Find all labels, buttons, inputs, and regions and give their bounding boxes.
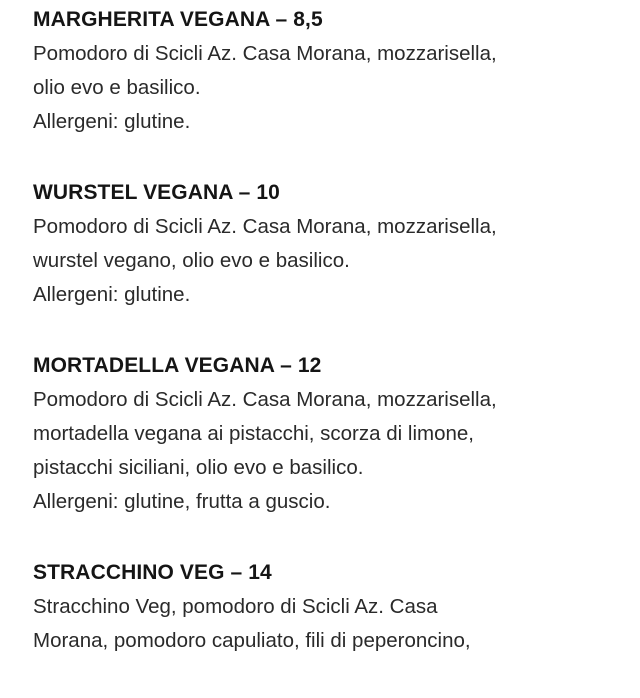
item-title: STRACCHINO VEG – 14 (33, 561, 272, 584)
item-description-line: mortadella vegana ai pistacchi, scorza di limone, (33, 422, 474, 445)
item-description-line: olio evo e basilico. (33, 76, 201, 99)
item-title: MARGHERITA VEGANA – 8,5 (33, 8, 323, 31)
item-description-line: Pomodoro di Scicli Az. Casa Morana, mozzarisella, (33, 388, 497, 411)
item-description-line: Stracchino Veg, pomodoro di Scicli Az. Casa (33, 595, 438, 618)
item-description-line: Pomodoro di Scicli Az. Casa Morana, mozzarisella, (33, 215, 497, 238)
item-allergens: Allergeni: glutine. (33, 110, 191, 133)
item-description-line: pistacchi siciliani, olio evo e basilico. (33, 456, 364, 479)
item-allergens: Allergeni: glutine, frutta a guscio. (33, 490, 331, 513)
item-description-line: wurstel vegano, olio evo e basilico. (33, 249, 350, 272)
menu-item-margherita-vegana (33, 6, 633, 139)
menu-item-mortadella-vegana (33, 352, 633, 519)
item-title: MORTADELLA VEGANA – 12 (33, 354, 322, 377)
item-allergens: Allergeni: glutine. (33, 283, 191, 306)
item-title: WURSTEL VEGANA – 10 (33, 181, 280, 204)
menu-list (33, 6, 633, 698)
item-description-line: Pomodoro di Scicli Az. Casa Morana, mozzarisella, (33, 42, 497, 65)
item-description-line: Morana, pomodoro capuliato, fili di peperoncino, (33, 629, 471, 652)
menu-item-stracchino-veg (33, 559, 633, 658)
menu-item-wurstel-vegana (33, 179, 633, 312)
